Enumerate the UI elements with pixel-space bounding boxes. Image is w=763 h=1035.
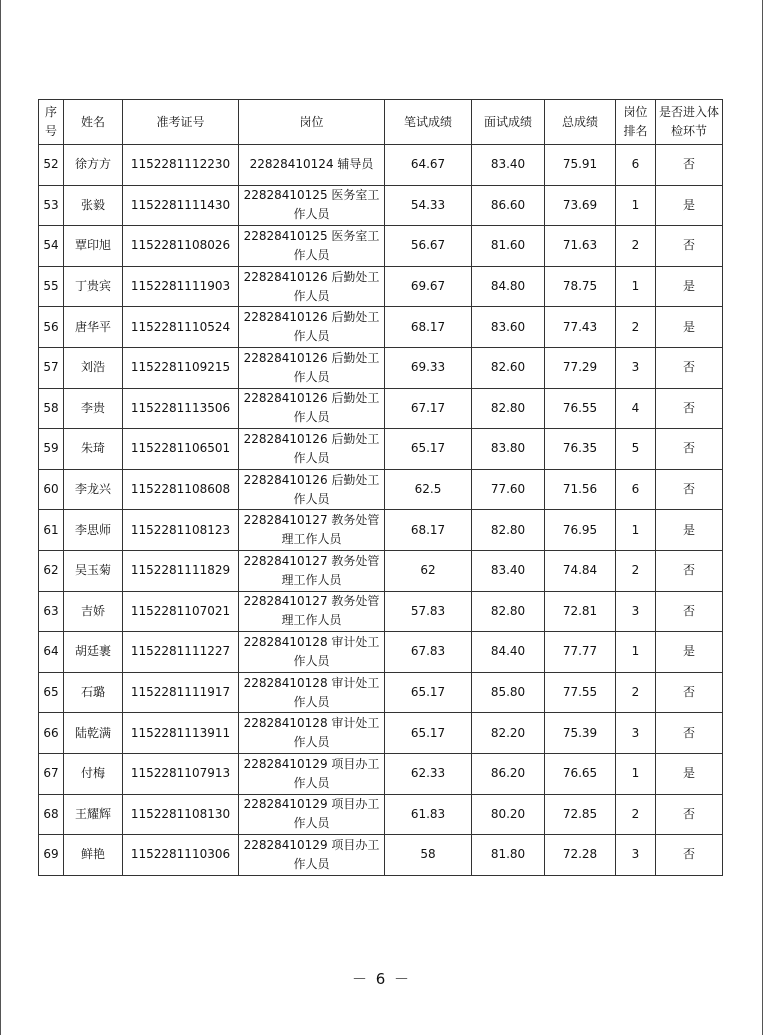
cell-physical: 是	[656, 753, 723, 794]
cell-position: 22828410127 教务处管理工作人员	[239, 550, 385, 591]
cell-total: 74.84	[545, 550, 616, 591]
cell-written: 65.17	[385, 713, 472, 754]
cell-seq: 67	[39, 753, 64, 794]
cell-seq: 53	[39, 185, 64, 226]
cell-position: 22828410126 后勤处工作人员	[239, 266, 385, 307]
cell-physical: 否	[656, 591, 723, 632]
cell-interview: 83.60	[472, 307, 545, 348]
cell-ticket: 1152281108130	[123, 794, 239, 835]
cell-total: 77.43	[545, 307, 616, 348]
header-row	[39, 100, 723, 145]
table-row	[39, 794, 723, 835]
cell-written: 67.83	[385, 632, 472, 673]
cell-ticket: 1152281108608	[123, 469, 239, 510]
cell-ticket: 1152281111903	[123, 266, 239, 307]
cell-position: 22828410126 后勤处工作人员	[239, 469, 385, 510]
cell-total: 71.63	[545, 226, 616, 267]
cell-name: 付梅	[64, 753, 123, 794]
cell-rank: 2	[616, 550, 656, 591]
header-name: 姓名	[64, 100, 123, 145]
table-row	[39, 713, 723, 754]
cell-interview: 83.40	[472, 145, 545, 186]
cell-written: 56.67	[385, 226, 472, 267]
cell-position: 22828410128 审计处工作人员	[239, 672, 385, 713]
cell-rank: 1	[616, 753, 656, 794]
table-row	[39, 753, 723, 794]
cell-total: 71.56	[545, 469, 616, 510]
cell-name: 张毅	[64, 185, 123, 226]
table-row	[39, 266, 723, 307]
page-number: － 6 －	[351, 970, 412, 988]
header-physical: 是否进入体检环节	[656, 100, 723, 145]
cell-interview: 82.80	[472, 388, 545, 429]
results-table	[38, 99, 723, 876]
cell-interview: 82.80	[472, 591, 545, 632]
cell-total: 72.81	[545, 591, 616, 632]
cell-rank: 1	[616, 185, 656, 226]
header-total: 总成绩	[545, 100, 616, 145]
cell-ticket: 1152281111917	[123, 672, 239, 713]
cell-rank: 1	[616, 266, 656, 307]
cell-physical: 是	[656, 307, 723, 348]
table-row	[39, 145, 723, 186]
cell-physical: 否	[656, 672, 723, 713]
cell-seq: 69	[39, 835, 64, 876]
table-row	[39, 388, 723, 429]
cell-name: 朱琦	[64, 429, 123, 470]
cell-position: 22828410126 后勤处工作人员	[239, 388, 385, 429]
cell-rank: 3	[616, 591, 656, 632]
cell-total: 72.85	[545, 794, 616, 835]
cell-rank: 3	[616, 713, 656, 754]
cell-name: 胡廷裹	[64, 632, 123, 673]
cell-seq: 61	[39, 510, 64, 551]
cell-rank: 6	[616, 469, 656, 510]
header-interview: 面试成绩	[472, 100, 545, 145]
cell-name: 李贵	[64, 388, 123, 429]
cell-ticket: 1152281110524	[123, 307, 239, 348]
cell-ticket: 1152281109215	[123, 347, 239, 388]
cell-position: 22828410124 辅导员	[239, 145, 385, 186]
cell-seq: 54	[39, 226, 64, 267]
cell-total: 77.55	[545, 672, 616, 713]
table-row	[39, 632, 723, 673]
table-row	[39, 550, 723, 591]
cell-name: 吴玉菊	[64, 550, 123, 591]
header-ticket: 准考证号	[123, 100, 239, 145]
cell-seq: 64	[39, 632, 64, 673]
cell-total: 73.69	[545, 185, 616, 226]
cell-position: 22828410126 后勤处工作人员	[239, 307, 385, 348]
cell-name: 王耀辉	[64, 794, 123, 835]
cell-position: 22828410127 教务处管理工作人员	[239, 510, 385, 551]
cell-total: 76.35	[545, 429, 616, 470]
cell-name: 李思师	[64, 510, 123, 551]
cell-physical: 否	[656, 429, 723, 470]
cell-interview: 80.20	[472, 794, 545, 835]
cell-total: 75.91	[545, 145, 616, 186]
header-rank: 岗位排名	[616, 100, 656, 145]
cell-rank: 2	[616, 672, 656, 713]
header-position: 岗位	[239, 100, 385, 145]
cell-physical: 否	[656, 713, 723, 754]
cell-name: 丁贵宾	[64, 266, 123, 307]
cell-seq: 58	[39, 388, 64, 429]
cell-interview: 86.20	[472, 753, 545, 794]
cell-ticket: 1152281106501	[123, 429, 239, 470]
cell-rank: 2	[616, 226, 656, 267]
table-row	[39, 347, 723, 388]
header-written: 笔试成绩	[385, 100, 472, 145]
cell-physical: 否	[656, 347, 723, 388]
cell-interview: 84.80	[472, 266, 545, 307]
cell-physical: 是	[656, 185, 723, 226]
cell-written: 65.17	[385, 672, 472, 713]
cell-ticket: 1152281107021	[123, 591, 239, 632]
cell-position: 22828410125 医务室工作人员	[239, 226, 385, 267]
cell-interview: 85.80	[472, 672, 545, 713]
cell-physical: 是	[656, 510, 723, 551]
cell-position: 22828410128 审计处工作人员	[239, 632, 385, 673]
cell-ticket: 1152281111430	[123, 185, 239, 226]
cell-interview: 81.80	[472, 835, 545, 876]
cell-written: 64.67	[385, 145, 472, 186]
cell-seq: 66	[39, 713, 64, 754]
cell-written: 68.17	[385, 307, 472, 348]
cell-written: 62	[385, 550, 472, 591]
cell-interview: 77.60	[472, 469, 545, 510]
cell-seq: 59	[39, 429, 64, 470]
cell-rank: 3	[616, 835, 656, 876]
cell-ticket: 1152281107913	[123, 753, 239, 794]
cell-seq: 57	[39, 347, 64, 388]
table-row	[39, 672, 723, 713]
cell-seq: 63	[39, 591, 64, 632]
table-row	[39, 469, 723, 510]
cell-physical: 否	[656, 550, 723, 591]
cell-seq: 65	[39, 672, 64, 713]
cell-written: 67.17	[385, 388, 472, 429]
cell-written: 65.17	[385, 429, 472, 470]
cell-written: 68.17	[385, 510, 472, 551]
cell-total: 77.29	[545, 347, 616, 388]
cell-seq: 60	[39, 469, 64, 510]
cell-rank: 3	[616, 347, 656, 388]
cell-position: 22828410125 医务室工作人员	[239, 185, 385, 226]
header-seq: 序号	[39, 100, 64, 145]
table-row	[39, 307, 723, 348]
cell-position: 22828410126 后勤处工作人员	[239, 429, 385, 470]
cell-total: 72.28	[545, 835, 616, 876]
cell-position: 22828410129 项目办工作人员	[239, 794, 385, 835]
table-row	[39, 591, 723, 632]
cell-interview: 82.60	[472, 347, 545, 388]
cell-rank: 2	[616, 307, 656, 348]
cell-interview: 83.80	[472, 429, 545, 470]
page-edge-left	[0, 0, 1, 1035]
table-row	[39, 185, 723, 226]
cell-name: 陆乾满	[64, 713, 123, 754]
cell-seq: 52	[39, 145, 64, 186]
cell-ticket: 1152281110306	[123, 835, 239, 876]
cell-written: 62.33	[385, 753, 472, 794]
cell-physical: 是	[656, 266, 723, 307]
cell-interview: 82.80	[472, 510, 545, 551]
cell-rank: 4	[616, 388, 656, 429]
cell-written: 58	[385, 835, 472, 876]
cell-physical: 否	[656, 794, 723, 835]
cell-ticket: 1152281108026	[123, 226, 239, 267]
cell-total: 75.39	[545, 713, 616, 754]
cell-physical: 是	[656, 632, 723, 673]
cell-position: 22828410128 审计处工作人员	[239, 713, 385, 754]
cell-rank: 2	[616, 794, 656, 835]
cell-interview: 83.40	[472, 550, 545, 591]
cell-name: 唐华平	[64, 307, 123, 348]
cell-rank: 6	[616, 145, 656, 186]
cell-written: 62.5	[385, 469, 472, 510]
cell-written: 54.33	[385, 185, 472, 226]
cell-position: 22828410127 教务处管理工作人员	[239, 591, 385, 632]
cell-ticket: 1152281113506	[123, 388, 239, 429]
cell-rank: 1	[616, 632, 656, 673]
cell-name: 徐方方	[64, 145, 123, 186]
cell-total: 76.65	[545, 753, 616, 794]
cell-total: 76.55	[545, 388, 616, 429]
cell-physical: 否	[656, 835, 723, 876]
cell-interview: 86.60	[472, 185, 545, 226]
cell-physical: 否	[656, 145, 723, 186]
cell-rank: 1	[616, 510, 656, 551]
cell-interview: 82.20	[472, 713, 545, 754]
cell-name: 覃印旭	[64, 226, 123, 267]
table-body	[39, 145, 723, 876]
cell-interview: 81.60	[472, 226, 545, 267]
cell-written: 69.67	[385, 266, 472, 307]
cell-ticket: 1152281113911	[123, 713, 239, 754]
cell-position: 22828410129 项目办工作人员	[239, 835, 385, 876]
cell-ticket: 1152281108123	[123, 510, 239, 551]
cell-seq: 68	[39, 794, 64, 835]
cell-total: 78.75	[545, 266, 616, 307]
table-row	[39, 510, 723, 551]
cell-name: 鲜艳	[64, 835, 123, 876]
cell-name: 吉娇	[64, 591, 123, 632]
cell-rank: 5	[616, 429, 656, 470]
cell-written: 57.83	[385, 591, 472, 632]
table-row	[39, 835, 723, 876]
cell-position: 22828410129 项目办工作人员	[239, 753, 385, 794]
cell-total: 76.95	[545, 510, 616, 551]
cell-total: 77.77	[545, 632, 616, 673]
cell-ticket: 1152281112230	[123, 145, 239, 186]
cell-ticket: 1152281111227	[123, 632, 239, 673]
table-row	[39, 429, 723, 470]
cell-interview: 84.40	[472, 632, 545, 673]
cell-written: 69.33	[385, 347, 472, 388]
cell-seq: 56	[39, 307, 64, 348]
cell-physical: 否	[656, 469, 723, 510]
cell-position: 22828410126 后勤处工作人员	[239, 347, 385, 388]
cell-seq: 62	[39, 550, 64, 591]
cell-written: 61.83	[385, 794, 472, 835]
cell-seq: 55	[39, 266, 64, 307]
cell-name: 李龙兴	[64, 469, 123, 510]
cell-physical: 否	[656, 388, 723, 429]
cell-physical: 否	[656, 226, 723, 267]
cell-ticket: 1152281111829	[123, 550, 239, 591]
cell-name: 刘浩	[64, 347, 123, 388]
cell-name: 石璐	[64, 672, 123, 713]
table-row	[39, 226, 723, 267]
